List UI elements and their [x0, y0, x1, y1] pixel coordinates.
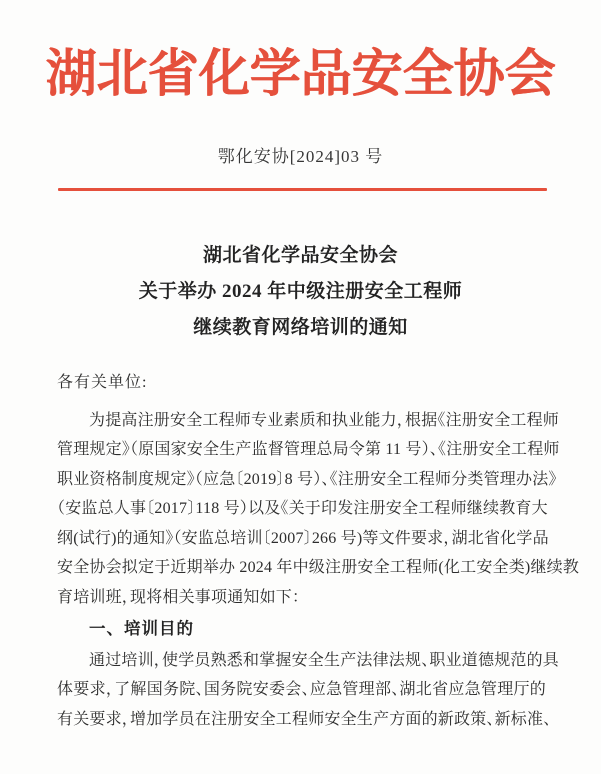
notice-body: [57, 368, 580, 734]
notice-title: [0, 238, 601, 346]
masthead-org-title: 湖北省化学品安全协会: [45, 47, 556, 103]
body-line: 育培训班，现将相关事项通知如下：: [57, 588, 301, 606]
body-line: 为提高注册安全工程师专业素质和执业能力，根据《注册安全工程师: [89, 411, 560, 429]
body-line: （安监总人事〔2017〕118 号）以及《关于印发注册安全工程师继续教育大: [57, 500, 548, 517]
paragraph-basis: [57, 406, 580, 613]
notice-title-line-1: 湖北省化学品安全协会: [202, 245, 398, 266]
body-line: 纲(试行)的通知》（安监总培训〔2007〕266 号)等文件要求，湖北省化学品: [57, 529, 549, 547]
salutation: 各有关单位:: [57, 374, 148, 391]
body-line: 体要求，了解国务院、国务院安委会、应急管理部、湖北省应急管理厅的: [57, 681, 546, 698]
document-number: 鄂化安协[2024]03 号: [217, 147, 384, 166]
red-divider-rule: [58, 188, 547, 191]
notice-title-line-2: 关于举办 2024 年中级注册安全工程师: [138, 281, 463, 302]
paragraph-training-purpose: [57, 646, 560, 735]
body-line: 职业资格制度规定》（应急〔2019〕8 号）、《注册安全工程师分类管理办法》: [57, 470, 557, 488]
body-line: 有关要求，增加学员在注册安全工程师安全生产方面的新政策、新标准、: [57, 710, 552, 728]
body-line: 安全协会拟定于近期举办 2024 年中级注册安全工程师(化工安全类)继续教: [57, 559, 580, 576]
notice-title-line-3: 继续教育网络培训的通知: [193, 317, 408, 338]
body-line: 管理规定》（原国家安全生产监督管理总局令第 11 号）、《注册安全工程师: [57, 441, 560, 458]
body-line: 通过培训，使学员熟悉和掌握安全生产法律法规、职业道德规范的具: [89, 651, 560, 669]
section-heading-training-purpose: 一、培训目的: [89, 620, 194, 638]
